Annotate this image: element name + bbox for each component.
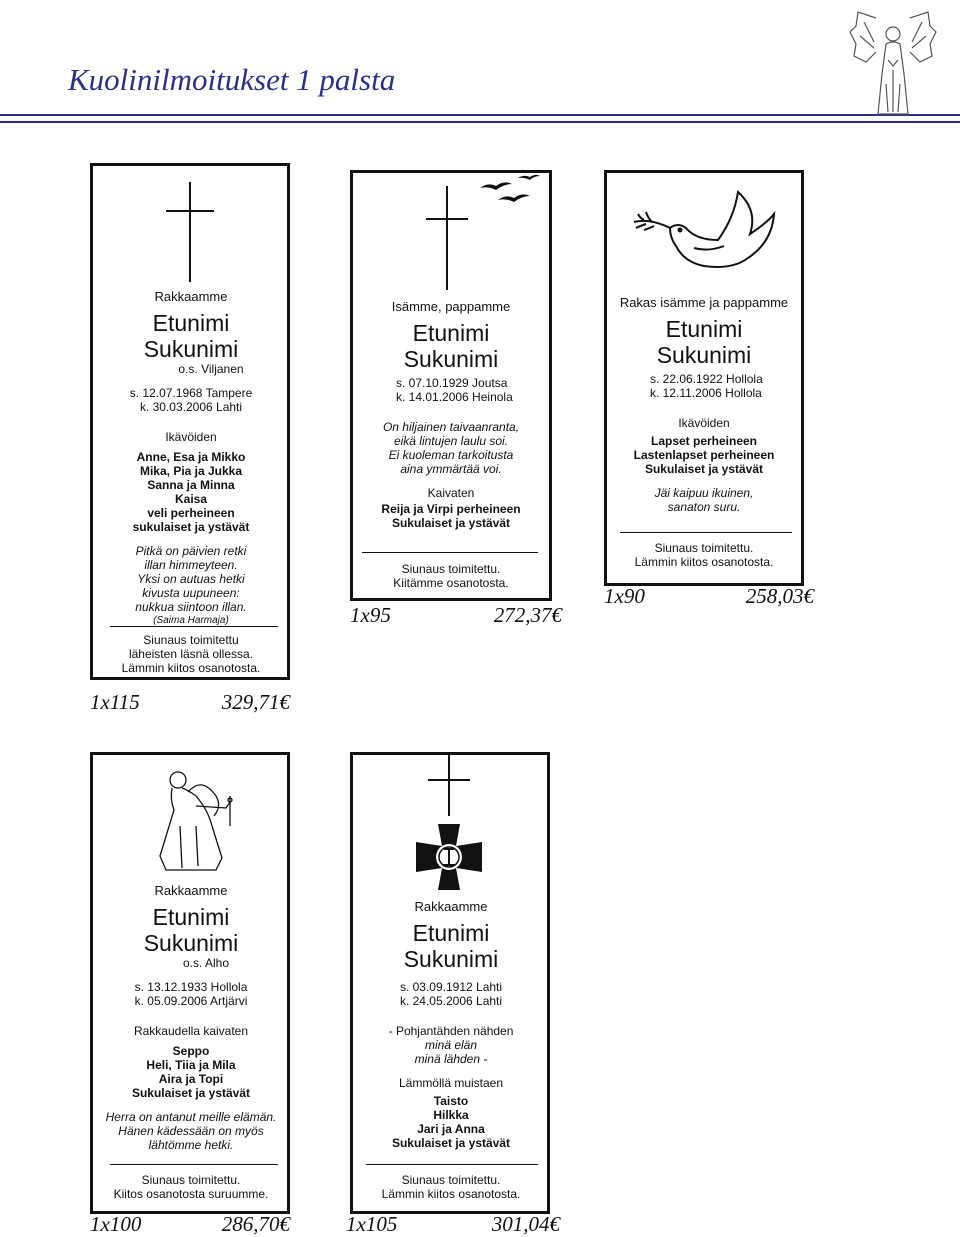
maiden-name: o.s. Alho xyxy=(182,956,230,970)
cross-icon xyxy=(166,182,214,282)
closing-text-0 xyxy=(96,633,286,675)
ad-size: 1x105 xyxy=(346,1212,398,1236)
ad-size: 1x95 xyxy=(350,603,391,627)
mourner: Sanna ja Minna xyxy=(147,478,235,492)
verse-line: Herra on antanut meille elämän. xyxy=(105,1110,277,1124)
mourner: veli perheineen xyxy=(147,506,235,520)
verse-line: minä elän xyxy=(424,1038,478,1052)
first-name: Etunimi xyxy=(152,904,230,930)
maiden-name: o.s. Viljanen xyxy=(178,362,244,376)
verse-line: kivusta uupuneen: xyxy=(142,586,240,600)
ad-price: 301,04€ xyxy=(491,1212,560,1236)
verse-line: nukkua siintoon illan. xyxy=(135,600,247,614)
mourner: Sukulaiset ja ystävät xyxy=(391,1136,511,1150)
last-name: Sukunimi xyxy=(143,930,239,956)
mourner: Sukulaiset ja ystävät xyxy=(644,462,764,476)
first-name: Etunimi xyxy=(665,316,743,342)
last-name: Sukunimi xyxy=(143,336,239,362)
mourner: Lastenlapset perheineen xyxy=(633,448,775,462)
mourner: Taisto xyxy=(433,1094,469,1108)
verse-line: Yksi on autuas hetki xyxy=(137,572,245,586)
divider-1 xyxy=(362,552,538,553)
verse-line: - Pohjantähden nähden xyxy=(388,1024,514,1038)
mourner: Heli, Tiia ja Mila xyxy=(146,1058,236,1072)
closing-text-2 xyxy=(610,541,798,569)
verse-line: aina ymmärtää voi. xyxy=(400,462,502,476)
mourner: Sukulaiset ja ystävät xyxy=(131,1086,251,1100)
first-name: Etunimi xyxy=(152,310,230,336)
birds-icon xyxy=(478,172,542,212)
mourner: sukulaiset ja ystävät xyxy=(132,520,250,534)
obituary-label: Rakas isämme ja pappamme xyxy=(619,295,789,310)
closing-text-1 xyxy=(356,562,546,590)
obituary-label: Rakkaamme xyxy=(154,883,228,898)
birth-date: s. 13.12.1933 Hollola xyxy=(134,980,248,994)
obituary-text-0 xyxy=(96,290,286,628)
divider-0 xyxy=(110,626,278,627)
first-name: Etunimi xyxy=(412,320,490,346)
closing-text-4 xyxy=(356,1173,546,1201)
verse-line: On hiljainen taivaanranta, xyxy=(382,420,520,434)
obituary-text-3 xyxy=(96,884,286,1152)
birth-date: s. 07.10.1929 Joutsa xyxy=(396,376,508,390)
ad-price: 286,70€ xyxy=(221,1212,290,1236)
divider-3 xyxy=(110,1164,278,1165)
header-rule-top xyxy=(0,114,960,116)
angel-icon xyxy=(152,766,242,874)
mourner: Seppo xyxy=(172,1044,210,1058)
closing-text-3 xyxy=(96,1173,286,1201)
closing-line: Kiitos osanotosta suruumme. xyxy=(113,1187,269,1201)
mourner: Lapset perheineen xyxy=(650,434,758,448)
mourner: Sukulaiset ja ystävät xyxy=(391,516,511,530)
verse-line: minä lähden - xyxy=(414,1052,488,1066)
obituary-label: Rakkaamme xyxy=(414,899,488,914)
obituary-text-1 xyxy=(356,300,546,530)
closing-line: Siunaus toimitettu. xyxy=(401,562,501,576)
obituary-text-2 xyxy=(610,296,798,514)
price-line-4 xyxy=(346,1212,560,1237)
veteran-emblem-icon xyxy=(416,824,482,890)
closing-line: Siunaus toimitettu. xyxy=(141,1173,241,1187)
last-name: Sukunimi xyxy=(656,342,752,368)
angel-logo-icon xyxy=(836,4,950,122)
cross-icon xyxy=(426,186,468,290)
closing-line: Lämmin kiitos osanotosta. xyxy=(381,1187,521,1201)
mourner: Reija ja Virpi perheineen xyxy=(381,502,521,516)
closing-line: Siunaus toimitettu. xyxy=(401,1173,501,1187)
mourner: Mika, Pia ja Jukka xyxy=(139,464,243,478)
verse-line: Pitkä on päivien retki xyxy=(135,544,247,558)
last-name: Sukunimi xyxy=(403,346,499,372)
mourning-phrase: Kaivaten xyxy=(427,486,475,500)
mourning-phrase: Ikävöiden xyxy=(165,430,217,444)
birth-date: s. 03.09.1912 Lahti xyxy=(399,980,503,994)
obituary-text-4 xyxy=(356,900,546,1150)
death-date: k. 05.09.2006 Artjärvi xyxy=(134,994,248,1008)
closing-line: Kiitämme osanotosta. xyxy=(393,576,509,590)
mourner: Kaisa xyxy=(174,492,208,506)
verse-line: illan himmeyteen. xyxy=(144,558,238,572)
ad-price: 258,03€ xyxy=(745,584,814,608)
price-line-1 xyxy=(350,603,562,628)
mourner: Hilkka xyxy=(433,1108,469,1122)
verse-line: Ei kuoleman tarkoitusta xyxy=(388,448,514,462)
closing-line: Lämmin kiitos osanotosta. xyxy=(634,555,774,569)
mourning-phrase: Lämmöllä muistaen xyxy=(398,1076,504,1090)
mourner: Aira ja Topi xyxy=(158,1072,224,1086)
verse-line: Jäi kaipuu ikuinen, xyxy=(654,486,754,500)
verse-line: sanaton suru. xyxy=(667,500,741,514)
ad-price: 329,71€ xyxy=(221,690,290,714)
divider-2 xyxy=(620,532,792,533)
birth-date: s. 22.06.1922 Hollola xyxy=(650,372,763,386)
death-date: k. 30.03.2006 Lahti xyxy=(139,400,243,414)
ad-size: 1x115 xyxy=(90,690,140,714)
death-date: k. 14.01.2006 Heinola xyxy=(396,390,513,404)
verse-author: (Saima Harmaja) xyxy=(153,615,229,626)
divider-4 xyxy=(366,1164,538,1165)
mourning-phrase: Rakkaudella kaivaten xyxy=(133,1024,249,1038)
ad-size: 1x100 xyxy=(90,1212,142,1236)
first-name: Etunimi xyxy=(412,920,490,946)
verse-line: eikä lintujen laulu soi. xyxy=(393,434,509,448)
closing-line: Siunaus toimitettu. xyxy=(654,541,754,555)
page-title: Kuolinilmoitukset 1 palsta xyxy=(68,62,396,97)
price-line-2 xyxy=(604,584,814,609)
last-name: Sukunimi xyxy=(403,946,499,972)
price-line-3 xyxy=(90,1212,290,1237)
death-date: k. 24.05.2006 Lahti xyxy=(399,994,503,1008)
obituary-label: Isämme, pappamme xyxy=(391,299,511,314)
obituary-label: Rakkaamme xyxy=(154,289,228,304)
closing-line: läheisten läsnä ollessa. xyxy=(128,647,254,661)
header-rule-bottom xyxy=(0,121,960,123)
death-date: k. 12.11.2006 Hollola xyxy=(650,386,762,400)
verse-line: Hänen kädessään on myös xyxy=(118,1124,264,1138)
ad-size: 1x90 xyxy=(604,584,645,608)
cross-icon xyxy=(428,752,470,816)
mourner: Jari ja Anna xyxy=(417,1122,485,1136)
ad-price: 272,37€ xyxy=(493,603,562,627)
closing-line: Siunaus toimitettu xyxy=(143,633,239,647)
closing-line: Lämmin kiitos osanotosta. xyxy=(121,661,261,675)
verse-line: lähtömme hetki. xyxy=(148,1138,234,1152)
mourning-phrase: Ikävöiden xyxy=(678,416,730,430)
mourner: Anne, Esa ja Mikko xyxy=(136,450,246,464)
price-line-0 xyxy=(90,690,290,715)
birth-date: s. 12.07.1968 Tampere xyxy=(129,386,253,400)
dove-icon xyxy=(628,188,778,282)
